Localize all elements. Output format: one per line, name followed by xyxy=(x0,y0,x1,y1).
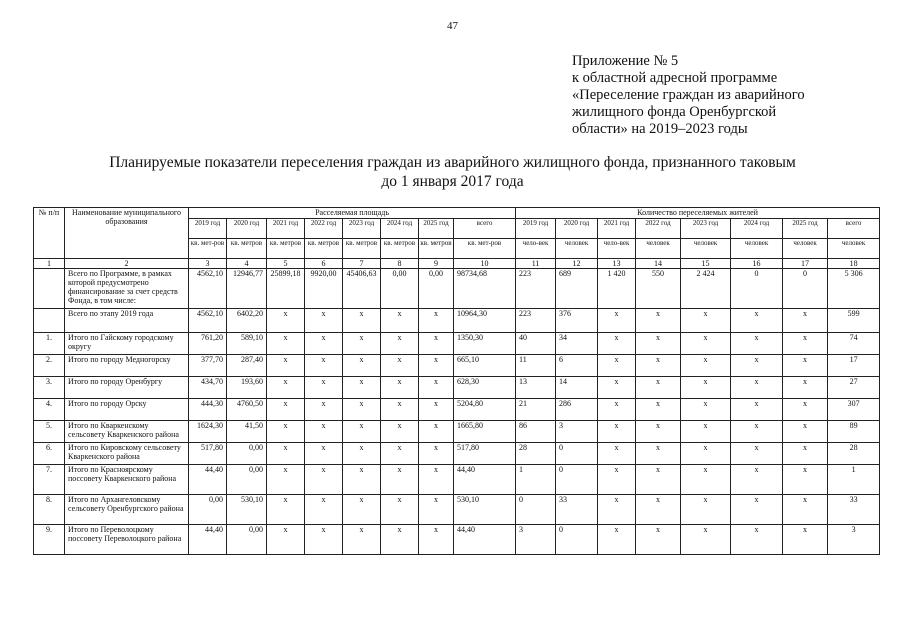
people-cell: x xyxy=(636,443,681,465)
header-area-unit: кв. метров xyxy=(343,239,381,259)
people-cell: x xyxy=(731,465,783,495)
column-number: 16 xyxy=(731,259,783,269)
header-people-group: Количество переселяемых жителей xyxy=(516,208,880,219)
header-people-year: 2021 год xyxy=(598,219,636,239)
people-cell: 286 xyxy=(556,399,598,421)
column-number: 8 xyxy=(381,259,419,269)
area-cell: x xyxy=(343,443,381,465)
people-cell: x xyxy=(598,399,636,421)
area-cell: 1350,30 xyxy=(454,333,516,355)
area-cell: x xyxy=(305,399,343,421)
people-cell: x xyxy=(598,443,636,465)
header-area-unit: кв. метров xyxy=(227,239,267,259)
area-cell: 589,10 xyxy=(227,333,267,355)
area-cell: x xyxy=(419,377,454,399)
people-cell: x xyxy=(783,377,828,399)
table-row xyxy=(34,495,880,525)
area-cell: x xyxy=(267,377,305,399)
people-cell: x xyxy=(731,333,783,355)
area-cell: x xyxy=(305,465,343,495)
area-cell: x xyxy=(343,377,381,399)
row-name: Итого по городу Медногорску xyxy=(65,355,189,377)
area-cell: 0,00 xyxy=(227,525,267,555)
area-cell: x xyxy=(267,465,305,495)
area-cell: x xyxy=(343,309,381,333)
area-cell: 0,00 xyxy=(227,443,267,465)
header-area-unit: кв. мет-ров xyxy=(454,239,516,259)
area-cell: 1624,30 xyxy=(189,421,227,443)
people-cell: x xyxy=(681,421,731,443)
people-cell: 223 xyxy=(516,309,556,333)
people-cell: 0 xyxy=(731,269,783,309)
people-cell: 1 xyxy=(828,465,880,495)
header-area-unit: кв. метров xyxy=(381,239,419,259)
people-cell: x xyxy=(598,377,636,399)
area-cell: 628,30 xyxy=(454,377,516,399)
people-cell: 1 xyxy=(516,465,556,495)
title-line: Планируемые показатели переселения граждан из аварийного жилищного фонда, признанного таковым xyxy=(109,154,796,171)
row-number: 9. xyxy=(34,525,65,555)
row-number: 8. xyxy=(34,495,65,525)
people-cell: x xyxy=(636,421,681,443)
people-cell: x xyxy=(681,333,731,355)
area-cell: x xyxy=(343,465,381,495)
people-cell: 74 xyxy=(828,333,880,355)
row-number: 4. xyxy=(34,399,65,421)
column-number: 18 xyxy=(828,259,880,269)
area-cell: x xyxy=(305,421,343,443)
area-cell: 530,10 xyxy=(454,495,516,525)
people-cell: x xyxy=(598,355,636,377)
column-number: 6 xyxy=(305,259,343,269)
area-cell: x xyxy=(343,421,381,443)
people-cell: x xyxy=(598,465,636,495)
people-cell: x xyxy=(636,333,681,355)
row-number: 3. xyxy=(34,377,65,399)
header-name: Наименование муниципального образования xyxy=(65,208,189,259)
people-cell: x xyxy=(783,399,828,421)
area-cell: 1665,80 xyxy=(454,421,516,443)
header-people-year: 2023 год xyxy=(681,219,731,239)
area-cell: 41,50 xyxy=(227,421,267,443)
people-cell: 2 424 xyxy=(681,269,731,309)
people-cell: 11 xyxy=(516,355,556,377)
resettlement-table xyxy=(33,207,880,555)
area-cell: 377,70 xyxy=(189,355,227,377)
area-cell: x xyxy=(419,355,454,377)
column-number: 1 xyxy=(34,259,65,269)
area-cell: x xyxy=(305,333,343,355)
area-cell: x xyxy=(267,421,305,443)
area-cell: x xyxy=(305,377,343,399)
header-people-year: 2022 год xyxy=(636,219,681,239)
people-cell: x xyxy=(636,355,681,377)
area-cell: 44,40 xyxy=(454,525,516,555)
header-area-unit: кв. метров xyxy=(419,239,454,259)
area-cell: x xyxy=(267,495,305,525)
area-cell: 5204,80 xyxy=(454,399,516,421)
table-row xyxy=(34,525,880,555)
header-area-year: 2024 год xyxy=(381,219,419,239)
people-cell: 3 xyxy=(828,525,880,555)
header-area-unit: кв. мет-ров xyxy=(189,239,227,259)
row-name: Всего по Программе, в рамках которой предусмотрено финансирование за счет средств Фонда, в том числе: xyxy=(65,269,189,309)
area-cell: 25899,18 xyxy=(267,269,305,309)
column-number: 17 xyxy=(783,259,828,269)
area-cell: x xyxy=(381,465,419,495)
page-number: 47 xyxy=(447,20,458,32)
people-cell: x xyxy=(783,421,828,443)
header-people-unit: человек xyxy=(556,239,598,259)
area-cell: 0,00 xyxy=(381,269,419,309)
header-people-unit: чело-век xyxy=(516,239,556,259)
table-row xyxy=(34,269,880,309)
header-people-year: 2024 год xyxy=(731,219,783,239)
column-number: 15 xyxy=(681,259,731,269)
area-cell: 44,40 xyxy=(189,465,227,495)
row-number: 6. xyxy=(34,443,65,465)
people-cell: 28 xyxy=(516,443,556,465)
header-area-unit: кв. метров xyxy=(305,239,343,259)
area-cell: x xyxy=(381,421,419,443)
people-cell: 0 xyxy=(556,443,598,465)
column-number: 5 xyxy=(267,259,305,269)
people-cell: 0 xyxy=(516,495,556,525)
column-number: 12 xyxy=(556,259,598,269)
people-cell: x xyxy=(731,399,783,421)
people-cell: 27 xyxy=(828,377,880,399)
row-name: Итого по Гайскому городскому округу xyxy=(65,333,189,355)
people-cell: x xyxy=(681,495,731,525)
area-cell: x xyxy=(381,495,419,525)
column-number: 3 xyxy=(189,259,227,269)
area-cell: x xyxy=(381,355,419,377)
people-cell: x xyxy=(636,495,681,525)
people-cell: x xyxy=(598,495,636,525)
people-cell: 3 xyxy=(516,525,556,555)
area-cell: 517,80 xyxy=(454,443,516,465)
area-cell: 10964,30 xyxy=(454,309,516,333)
column-number: 4 xyxy=(227,259,267,269)
row-number xyxy=(34,309,65,333)
people-cell: x xyxy=(783,495,828,525)
people-cell: x xyxy=(783,355,828,377)
appendix-line: «Переселение граждан из аварийного xyxy=(572,87,805,103)
table-row xyxy=(34,377,880,399)
people-cell: x xyxy=(783,309,828,333)
header-num: № п/п xyxy=(34,208,65,259)
row-number: 1. xyxy=(34,333,65,355)
people-cell: x xyxy=(681,355,731,377)
header-area-year: 2020 год xyxy=(227,219,267,239)
people-cell: 89 xyxy=(828,421,880,443)
people-cell: 0 xyxy=(783,269,828,309)
people-cell: 21 xyxy=(516,399,556,421)
header-area-year: 2025 год xyxy=(419,219,454,239)
column-number: 11 xyxy=(516,259,556,269)
people-cell: 86 xyxy=(516,421,556,443)
people-cell: 33 xyxy=(556,495,598,525)
area-cell: x xyxy=(343,399,381,421)
people-cell: x xyxy=(681,399,731,421)
people-cell: 13 xyxy=(516,377,556,399)
area-cell: 0,00 xyxy=(419,269,454,309)
area-cell: x xyxy=(343,495,381,525)
people-cell: x xyxy=(731,309,783,333)
area-cell: 9920,00 xyxy=(305,269,343,309)
appendix-line: к областной адресной программе xyxy=(572,70,778,86)
row-name: Итого по Переволоцкому поссовету Переволоцкого района xyxy=(65,525,189,555)
area-cell: x xyxy=(305,525,343,555)
column-number: 10 xyxy=(454,259,516,269)
people-cell: 6 xyxy=(556,355,598,377)
people-cell: x xyxy=(681,309,731,333)
area-cell: x xyxy=(419,495,454,525)
area-cell: x xyxy=(381,443,419,465)
people-cell: x xyxy=(731,421,783,443)
row-number: 5. xyxy=(34,421,65,443)
people-cell: x xyxy=(598,309,636,333)
header-people-unit: человек xyxy=(828,239,880,259)
people-cell: 1 420 xyxy=(598,269,636,309)
area-cell: x xyxy=(343,355,381,377)
area-cell: x xyxy=(381,377,419,399)
people-cell: x xyxy=(681,465,731,495)
area-cell: 434,70 xyxy=(189,377,227,399)
people-cell: x xyxy=(731,355,783,377)
people-cell: x xyxy=(636,465,681,495)
header-people-year: 2020 год xyxy=(556,219,598,239)
table-row xyxy=(34,399,880,421)
area-cell: x xyxy=(419,333,454,355)
people-cell: x xyxy=(731,377,783,399)
header-people-unit: человек xyxy=(783,239,828,259)
area-cell: 44,40 xyxy=(189,525,227,555)
people-cell: 34 xyxy=(556,333,598,355)
people-cell: 5 306 xyxy=(828,269,880,309)
header-area-year: 2021 год xyxy=(267,219,305,239)
column-number: 9 xyxy=(419,259,454,269)
area-cell: x xyxy=(381,399,419,421)
column-number: 14 xyxy=(636,259,681,269)
area-cell: 4562,10 xyxy=(189,269,227,309)
area-cell: x xyxy=(267,309,305,333)
area-cell: 45406,63 xyxy=(343,269,381,309)
area-cell: x xyxy=(267,399,305,421)
people-cell: 14 xyxy=(556,377,598,399)
appendix-line: жилищного фонда Оренбургской xyxy=(572,104,777,120)
header-people-year: всего xyxy=(828,219,880,239)
header-area-year: 2022 год xyxy=(305,219,343,239)
table-row xyxy=(34,443,880,465)
area-cell: x xyxy=(381,333,419,355)
area-cell: 517,80 xyxy=(189,443,227,465)
area-cell: x xyxy=(419,525,454,555)
people-cell: 223 xyxy=(516,269,556,309)
area-cell: 12946,77 xyxy=(227,269,267,309)
row-number: 2. xyxy=(34,355,65,377)
area-cell: x xyxy=(267,355,305,377)
appendix-line: области» на 2019–2023 годы xyxy=(572,121,748,137)
people-cell: 599 xyxy=(828,309,880,333)
people-cell: x xyxy=(783,333,828,355)
document-title xyxy=(60,153,845,191)
people-cell: 40 xyxy=(516,333,556,355)
people-cell: x xyxy=(731,525,783,555)
table-row xyxy=(34,333,880,355)
area-cell: x xyxy=(419,421,454,443)
people-cell: x xyxy=(731,495,783,525)
area-cell: x xyxy=(419,399,454,421)
people-cell: x xyxy=(636,309,681,333)
people-cell: x xyxy=(598,525,636,555)
title-line: до 1 января 2017 года xyxy=(381,173,524,190)
area-cell: x xyxy=(267,333,305,355)
header-people-unit: человек xyxy=(681,239,731,259)
area-cell: 665,10 xyxy=(454,355,516,377)
people-cell: x xyxy=(681,377,731,399)
table-row xyxy=(34,355,880,377)
area-cell: 0,00 xyxy=(227,465,267,495)
header-area-year: 2019 год xyxy=(189,219,227,239)
area-cell: 4562,10 xyxy=(189,309,227,333)
people-cell: 550 xyxy=(636,269,681,309)
area-cell: x xyxy=(419,309,454,333)
row-number xyxy=(34,269,65,309)
area-cell: x xyxy=(305,495,343,525)
row-number: 7. xyxy=(34,465,65,495)
people-cell: 28 xyxy=(828,443,880,465)
area-cell: x xyxy=(381,525,419,555)
area-cell: 193,60 xyxy=(227,377,267,399)
row-name: Итого по Архангеловскому сельсовету Оренбургского района xyxy=(65,495,189,525)
table-row xyxy=(34,309,880,333)
row-name: Итого по Кваркенскому сельсовету Кваркенского района xyxy=(65,421,189,443)
people-cell: x xyxy=(783,443,828,465)
header-people-unit: человек xyxy=(636,239,681,259)
people-cell: x xyxy=(731,443,783,465)
area-cell: 44,40 xyxy=(454,465,516,495)
people-cell: x xyxy=(783,525,828,555)
row-name: Итого по городу Орску xyxy=(65,399,189,421)
column-number: 13 xyxy=(598,259,636,269)
table-row xyxy=(34,421,880,443)
header-area-group: Расселяемая площадь xyxy=(189,208,516,219)
people-cell: 0 xyxy=(556,465,598,495)
area-cell: 6402,20 xyxy=(227,309,267,333)
row-name: Итого по городу Оренбургу xyxy=(65,377,189,399)
appendix-heading xyxy=(572,53,805,138)
people-cell: 17 xyxy=(828,355,880,377)
row-name: Итого по Кировскому сельсовету Кваркенского района xyxy=(65,443,189,465)
area-cell: x xyxy=(419,465,454,495)
people-cell: 689 xyxy=(556,269,598,309)
people-cell: x xyxy=(636,399,681,421)
people-cell: x xyxy=(681,525,731,555)
people-cell: 3 xyxy=(556,421,598,443)
area-cell: x xyxy=(381,309,419,333)
row-name: Всего по этапу 2019 года xyxy=(65,309,189,333)
people-cell: 0 xyxy=(556,525,598,555)
people-cell: x xyxy=(598,421,636,443)
appendix-line: Приложение № 5 xyxy=(572,53,679,69)
people-cell: 376 xyxy=(556,309,598,333)
area-cell: 287,40 xyxy=(227,355,267,377)
header-people-year: 2019 год xyxy=(516,219,556,239)
area-cell: 444,30 xyxy=(189,399,227,421)
header-people-year: 2025 год xyxy=(783,219,828,239)
area-cell: x xyxy=(305,443,343,465)
area-cell: 0,00 xyxy=(189,495,227,525)
area-cell: x xyxy=(419,443,454,465)
area-cell: x xyxy=(267,525,305,555)
area-cell: 98734,68 xyxy=(454,269,516,309)
header-people-unit: человек xyxy=(731,239,783,259)
people-cell: x xyxy=(598,333,636,355)
area-cell: 4760,50 xyxy=(227,399,267,421)
header-area-unit: кв. метров xyxy=(267,239,305,259)
people-cell: x xyxy=(636,525,681,555)
people-cell: x xyxy=(681,443,731,465)
table-row xyxy=(34,465,880,495)
people-cell: 33 xyxy=(828,495,880,525)
column-number: 2 xyxy=(65,259,189,269)
area-cell: x xyxy=(267,443,305,465)
area-cell: 530,10 xyxy=(227,495,267,525)
area-cell: x xyxy=(305,309,343,333)
header-row-column-numbers xyxy=(34,259,880,269)
header-area-year: всего xyxy=(454,219,516,239)
header-people-unit: чело-век xyxy=(598,239,636,259)
people-cell: x xyxy=(783,465,828,495)
area-cell: x xyxy=(305,355,343,377)
people-cell: x xyxy=(636,377,681,399)
column-number: 7 xyxy=(343,259,381,269)
row-name: Итого по Красноярскому поссовету Кваркенского района xyxy=(65,465,189,495)
header-row-groups xyxy=(34,208,880,219)
area-cell: 761,20 xyxy=(189,333,227,355)
area-cell: x xyxy=(343,333,381,355)
area-cell: x xyxy=(343,525,381,555)
header-area-year: 2023 год xyxy=(343,219,381,239)
people-cell: 307 xyxy=(828,399,880,421)
